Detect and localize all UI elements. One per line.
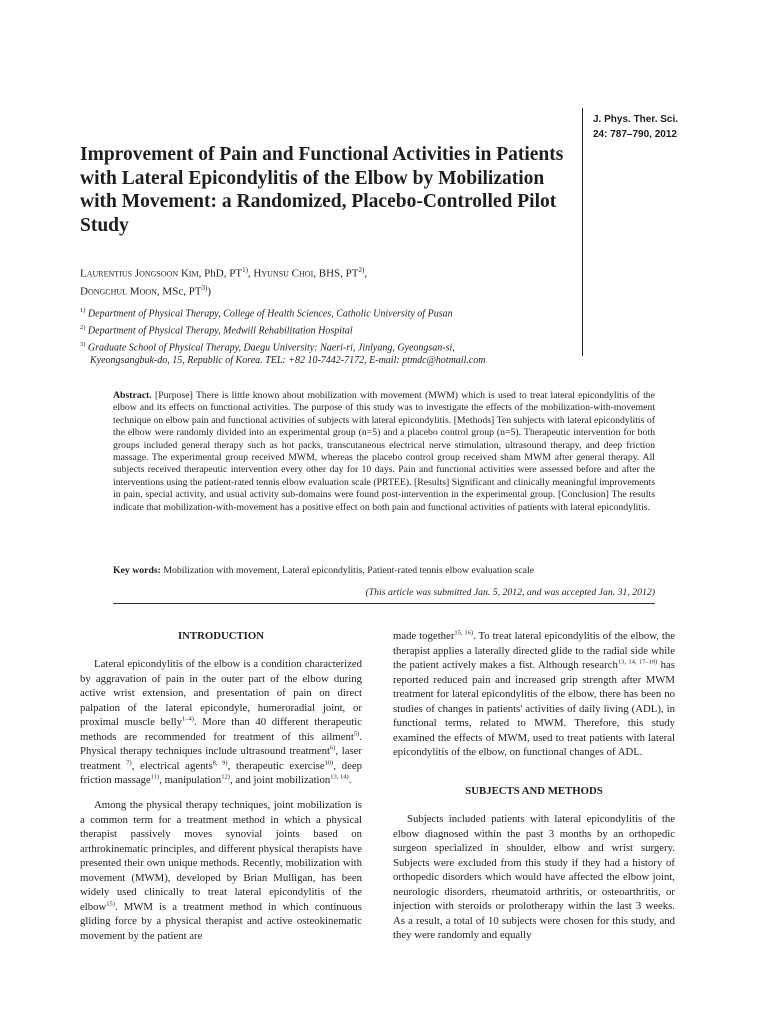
text-run: Lateral epicondylitis of the elbow is a condition characterized by aggravation of pain in the outer part of the elbow during active wrist extension, and presentation of pain on direct palpation of the lateral epicondyle, humeroradial joint, or proximal muscle belly — [80, 658, 362, 729]
section-heading-introduction: INTRODUCTION — [177, 630, 264, 642]
affiliation-item — [80, 338, 575, 355]
author-list: Laurentius Jongsoon Kim, PhD, PT$^{1)}$, Hyunsu Choi, BHS, PT$^{2)}$, Dongchul Moon, MSc, PT$^{3)}$) — [80, 266, 368, 298]
author-affiliation-ref: 1) — [242, 266, 248, 274]
author-name: Hyunsu Choi — [253, 267, 314, 280]
author-affiliation-ref: 3) — [201, 284, 208, 293]
keywords — [113, 565, 655, 577]
author-name: Laurentius Jongsoon Kim — [80, 267, 199, 280]
journal-citation — [593, 112, 678, 142]
affiliation-number: 3) — [80, 340, 86, 348]
affiliation-text: Department of Physical Therapy, College of Health Sciences, Catholic University of Pusan — [87, 308, 453, 320]
author-affiliation-ref: 2) — [358, 266, 365, 274]
text-run: . MWM is a treatment method in which continuous gliding force by a physical therapist and active osteokinematic movement by the patient are — [80, 900, 362, 942]
body-paragraph — [80, 798, 362, 943]
affiliation-text: Graduate School of Physical Therapy, Daegu University: Naeri-ri, Jinlyang, Gyeongsan-si, — [87, 341, 455, 353]
author-degrees: , MSc, PT — [156, 285, 202, 298]
journal-name: J. Phys. Ther. Sci. — [593, 114, 679, 125]
vertical-divider — [582, 108, 583, 356]
affiliation-item — [80, 304, 575, 321]
citation-ref: 7) — [126, 759, 132, 767]
affiliation-text: Kyeongsangbuk-do, 15, Republic of Korea. TEL: +82 10-7442-7172, E-mail: ptmdc@hotmail.com — [90, 355, 486, 367]
horizontal-divider — [113, 603, 655, 604]
journal-volume: 24: 787–790, 2012 — [593, 129, 677, 140]
citation-ref: 8, 9) — [212, 759, 228, 767]
text-run: made together — [393, 630, 455, 642]
citation-ref: 13, 14) — [330, 773, 349, 781]
text-run: . — [348, 774, 352, 787]
text-run: , electrical agents — [131, 759, 213, 772]
text-run: has reported reduced pain and increased grip strength after MWM treatment for lateral epicondylitis of the elbow, there has been no studies of changes in patients' activities of daily living (ADL), in functional terms, related to MWM. Therefore, this study examined the effects of MWM, used to treat patients with lateral epicondylitis of the elbow, on functional changes of ADL. — [393, 659, 675, 759]
text-run: , deep friction massage — [80, 759, 362, 787]
submission-note: (This article was submitted Jan. 5, 2012, and was accepted Jan. 31, 2012) — [365, 587, 655, 598]
citation-ref: 15) — [106, 900, 115, 908]
body-paragraph — [80, 657, 362, 788]
text-run: , manipulation — [159, 774, 222, 787]
article-title: Improvement of Pain and Functional Activities in Patients with Lateral Epicondylitis of the Elbow by Mobilization with Movement: a Randomized, Placebo-Controlled Pilot Study — [80, 144, 564, 236]
author-degrees: , BHS, PT — [313, 267, 359, 280]
text-run: . More than 40 different therapeutic methods are recommended for treatment of this ailment — [80, 716, 362, 743]
citation-ref: 12) — [221, 773, 230, 781]
citation-ref: 5) — [353, 730, 360, 738]
keywords-text: Mobilization with movement, Lateral epicondylitis, Patient-rated tennis elbow evaluation scale — [160, 565, 535, 576]
body-paragraph — [393, 629, 675, 760]
affiliation-list — [80, 304, 575, 368]
body-paragraph: Subjects included patients with lateral epicondylitis of the elbow diagnosed within the past 3 months by an orthopedic surgeon specialized in shoulder, elbow and wrist surgery. Subjects were excluded from this study if they had a history of orthopedic disorders which would have affected the elbow joint, neurologic disorders, rheumatoid arthritis, or osteoarthritis, or injection with steroids or prolotherapy within the last 3 weeks. As a result, a total of 10 subjects were chosen for this study, and they were randomly and equally — [393, 813, 675, 942]
text-run: , therapeutic exercise — [227, 759, 325, 772]
citation-ref: 13, 14, 17–19) — [617, 658, 658, 666]
section-heading-methods: SUBJECTS AND METHODS — [465, 785, 603, 797]
citation-ref: 15, 16) — [454, 629, 474, 637]
author-degrees: , PhD, PT — [198, 267, 243, 280]
citation-ref: 6) — [330, 744, 336, 752]
abstract-text: [Purpose] There is little known about mobilization with movement (MWM) which is used to treat lateral epicondylitis of the elbow and its effects on functional activities. The purpose of this study was to investigate the effects of the mobilization-with-movement technique on elbow pain and functional activities of subjects with lateral epicondylitis. [Methods] Ten subjects with lateral epicondylitis of the elbow were randomly divided into an experimental group (n=5) and a placebo control group (n=5). Therapeutic intervention for both groups included general therapy such as hot packs, transcutaneous electrical nerve stimulation, ultrasound therapy, and deep friction massage. The experimental group received MWM, whereas the placebo control group received sham MWM after general therapy. All subjects received therapeutic intervention every other day for 10 days. Pain and functional activities were assessed before and after the interventions using the patient-rated tennis elbow evaluation scale (PRTEE). [Results] Significant and clinically meaningful improvements in pain, special activity, and usual activity sub-domains were found post-intervention in the experimental group. [Conclusion] The results indicate that mobilization-with-movement has a positive effect on both pain and functional activities of patients with lateral epicondylitis. — [113, 390, 655, 513]
author-name: Dongchul Moon — [80, 285, 157, 298]
affiliation-number: 2) — [80, 323, 86, 331]
abstract — [113, 390, 655, 514]
affiliation-text: Department of Physical Therapy, Medwill Rehabilitation Hospital — [87, 325, 353, 337]
text-run: , and joint mobilization — [229, 774, 331, 787]
citation-ref: 11) — [150, 773, 160, 781]
abstract-label: Abstract. — [113, 390, 152, 401]
affiliation-number: 1) — [80, 307, 86, 314]
text-run: . Physical therapy techniques include ultrasound treatment — [80, 730, 362, 758]
keywords-label: Key words: — [113, 565, 161, 576]
affiliation-item — [80, 321, 575, 338]
text-run: , laser treatment — [80, 745, 363, 772]
citation-ref: 10) — [324, 759, 334, 767]
citation-ref: 1–4) — [182, 715, 194, 723]
affiliation-item — [80, 354, 575, 368]
text-run: . To treat lateral epicondylitis of the elbow, the therapist applies a laterally directed glide to the radial side while the patient actively makes a fist. Although research — [393, 630, 675, 672]
text-run: Among the physical therapy techniques, joint mobilization is a common term for a treatment method in which a physical therapist passively moves synovial joints based on arthrokinematic principles, and different physical therapists have presented their own unique methods. Recently, mobilization with movement (MWM), developed by Brian Mulligan, has been widely used clinically to treat lateral epicondylitis of the elbow — [80, 799, 362, 913]
